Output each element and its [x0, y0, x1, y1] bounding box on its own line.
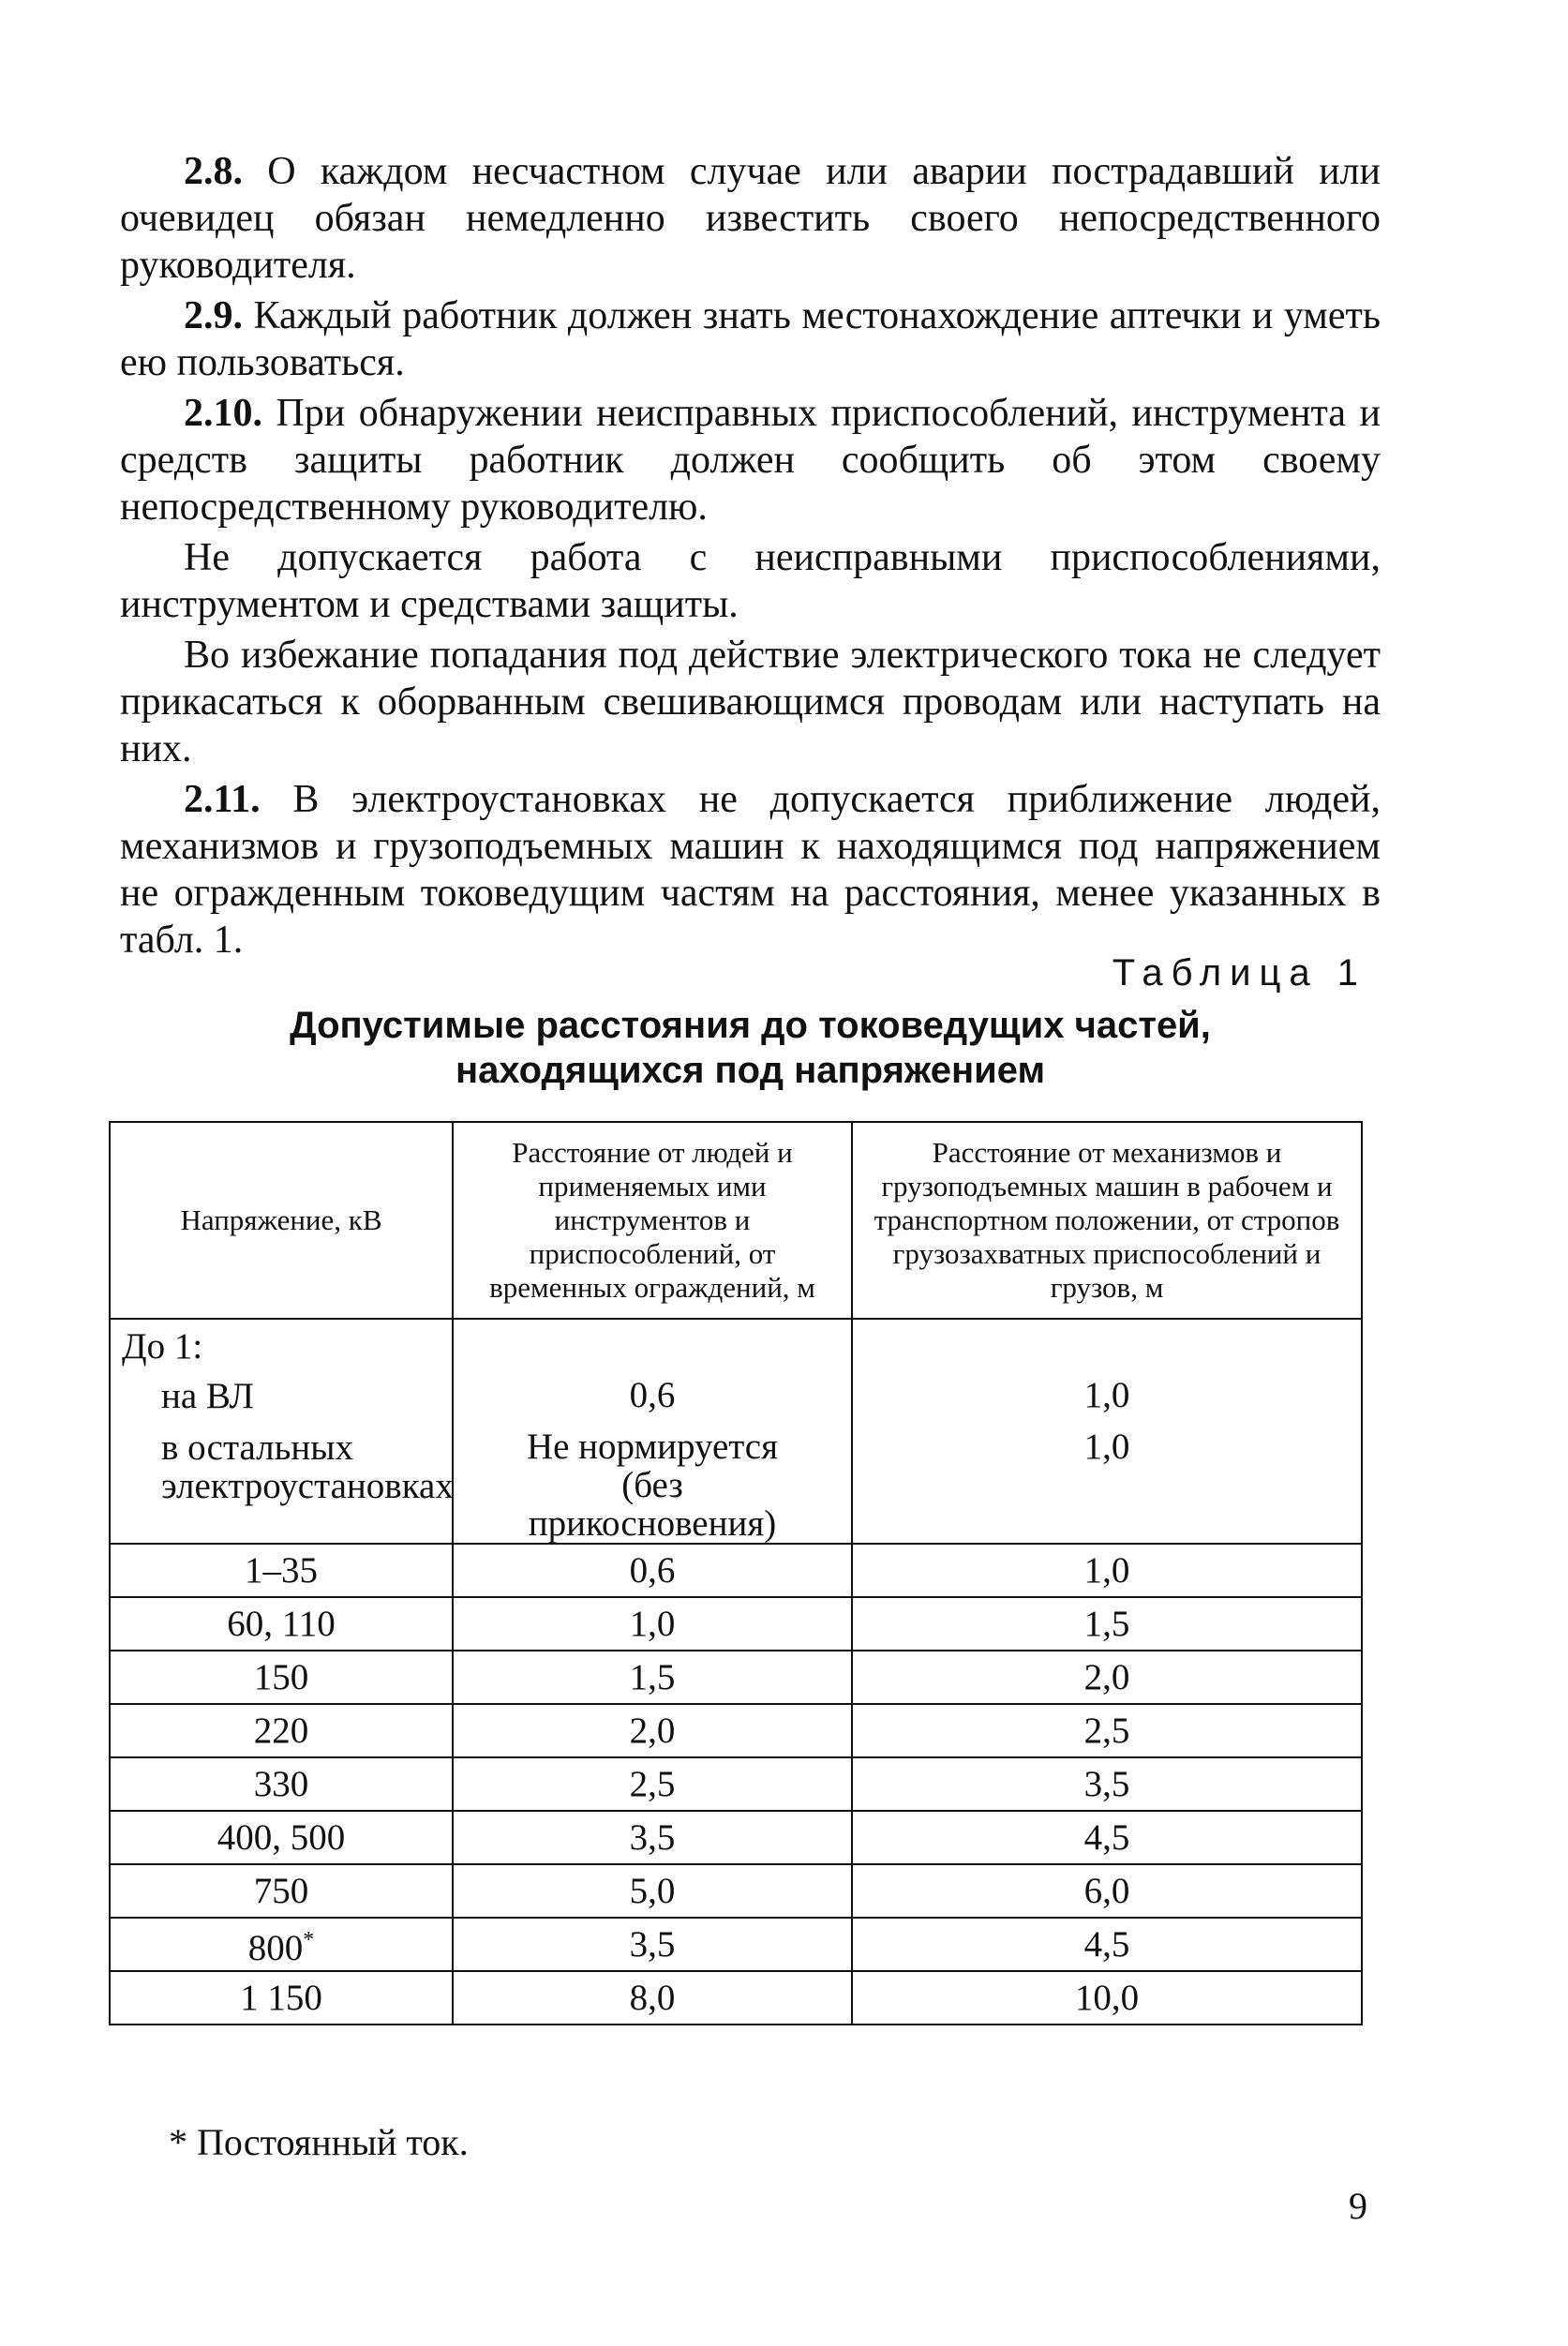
body-text [120, 148, 1381, 967]
voltage-cell: 220 [110, 1704, 453, 1757]
voltage-cell-up-to-1 [110, 1319, 453, 1544]
people-distance-cell: 1,0 [453, 1597, 852, 1651]
table-row [110, 1704, 1362, 1757]
people-distance-cell: 2,5 [453, 1757, 852, 1811]
voltage-cell: 400, 500 [110, 1811, 453, 1864]
table-row [110, 1597, 1362, 1651]
page-number: 9 [1349, 2185, 1367, 2227]
table-header-row [110, 1122, 1362, 1319]
voltage-label: До 1: [122, 1326, 203, 1367]
voltage-cell: 750 [110, 1864, 453, 1918]
header-mechanism-distance: Расстояние от механизмов и грузоподъемных машин в рабочем и транспортном положении, от стропов грузозахватных приспособлений и грузов, м [852, 1122, 1362, 1319]
voltage-value: 800 [247, 1928, 304, 1968]
paragraph-text: В электроустановках не допускается приближение людей, механизмов и грузоподъемных машин к находящимся под напряжением не огражденным токоведущим частям на расстояния, менее указанных в табл. 1. [120, 778, 1381, 962]
voltage-cell: 60, 110 [110, 1597, 453, 1651]
table-row [110, 1651, 1362, 1704]
table-row [110, 1918, 1362, 1971]
paragraph-number: 2.10. [184, 392, 262, 435]
footnote-marker: * [303, 1928, 315, 1952]
table-row [110, 1864, 1362, 1918]
people-distance-cell: 8,0 [453, 1971, 852, 2025]
voltage-cell [110, 1918, 453, 1971]
paragraph-faulty-tools [120, 534, 1381, 628]
voltage-cell: 330 [110, 1757, 453, 1811]
voltage-cell: 1–35 [110, 1544, 453, 1597]
table-row [110, 1971, 1362, 2025]
table-title-line: находящихся под напряжением [455, 1050, 1046, 1091]
paragraph-2-8 [120, 148, 1381, 289]
paragraph-2-9 [120, 292, 1381, 386]
people-distance-cell: 5,0 [453, 1864, 852, 1918]
footnote: * Постоянный ток. [169, 2121, 469, 2163]
mechanism-distance-cell: 4,5 [852, 1811, 1362, 1864]
table-title-line: Допустимые расстояния до токоведущих частей, [290, 1005, 1211, 1046]
voltage-cell: 1 150 [110, 1971, 453, 2025]
mechanism-distance-cell: 2,0 [852, 1651, 1362, 1704]
people-distance-cell: 3,5 [453, 1918, 852, 1971]
table-caption: Таблица 1 [1112, 952, 1366, 994]
voltage-sub-label: на ВЛ [161, 1376, 254, 1416]
table-row [110, 1811, 1362, 1864]
mechanism-distance-cell: 6,0 [852, 1864, 1362, 1918]
paragraph-2-11 [120, 776, 1381, 964]
paragraph-number: 2.9. [184, 294, 243, 337]
mechanism-distance-cell: 10,0 [852, 1971, 1362, 2025]
paragraph-text: О каждом несчастном случае или аварии пострадавший или очевидец обязан немедленно известить своего непосредственного руководителя. [120, 150, 1381, 287]
table-row [110, 1544, 1362, 1597]
table-row [110, 1757, 1362, 1811]
people-distance-cell [453, 1319, 852, 1544]
table-row-up-to-1 [110, 1319, 1362, 1544]
mechanism-distance-cell: 3,5 [852, 1757, 1362, 1811]
distances-table [109, 1121, 1363, 2025]
paragraph-number: 2.8. [184, 150, 243, 193]
paragraph-number: 2.11. [184, 778, 261, 821]
mechanism-distance-cell: 1,5 [852, 1597, 1362, 1651]
table-title [120, 1003, 1381, 1093]
people-distance-value: 0,6 [629, 1375, 676, 1415]
paragraph-text: Во избежание попадания под действие электрического тока не следует прикасаться к оборванным свешивающимся проводам или наступать на них. [120, 634, 1381, 770]
mechanism-distance-cell [852, 1319, 1362, 1544]
voltage-cell: 150 [110, 1651, 453, 1704]
people-distance-cell: 2,0 [453, 1704, 852, 1757]
mechanism-distance-cell: 2,5 [852, 1704, 1362, 1757]
people-distance-cell: 1,5 [453, 1651, 852, 1704]
header-people-distance: Расстояние от людей и применяемых ими инструментов и приспособлений, от временных ограждений, м [453, 1122, 852, 1319]
paragraph-text: Не допускается работа с неисправными приспособлениями, инструментом и средствами защиты. [120, 536, 1381, 626]
mechanism-distance-cell: 4,5 [852, 1918, 1362, 1971]
paragraph-text: Каждый работник должен знать местонахождение аптечки и уметь ею пользоваться. [120, 294, 1381, 384]
paragraph-text: При обнаружении неисправных приспособлений, инструмента и средств защиты работник должен сообщить об этом своему непосредственному руководителю. [120, 392, 1381, 529]
mechanism-distance-value: 1,0 [1083, 1427, 1130, 1467]
mechanism-distance-cell: 1,0 [852, 1544, 1362, 1597]
people-distance-cell: 0,6 [453, 1544, 852, 1597]
people-distance-value: Не нормируется (без прикосновения) [526, 1427, 779, 1544]
paragraph-2-10 [120, 390, 1381, 530]
people-distance-cell: 3,5 [453, 1811, 852, 1864]
header-voltage: Напряжение, кВ [110, 1122, 453, 1319]
voltage-sub-label: в остальных электроустановках [161, 1427, 454, 1506]
paragraph-electric-wires [120, 632, 1381, 772]
mechanism-distance-value: 1,0 [1083, 1375, 1130, 1415]
